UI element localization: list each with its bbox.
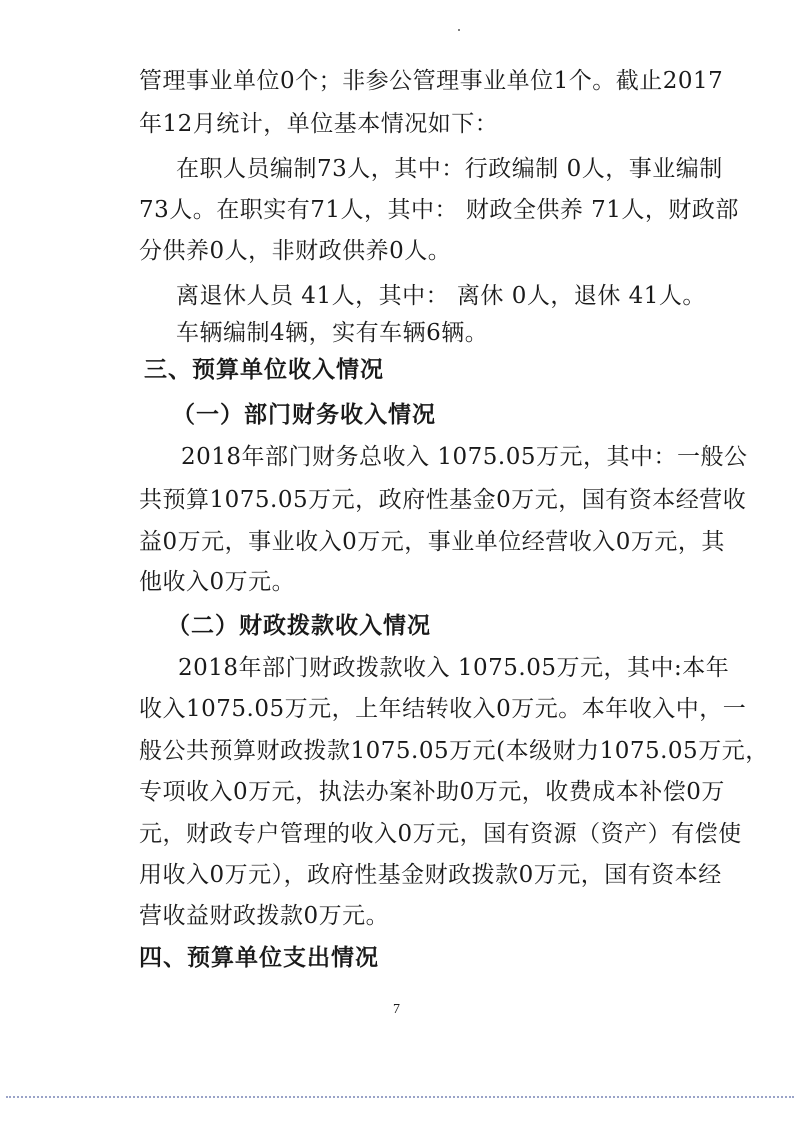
body-line: 分供养0人，非财政供养0人。: [139, 238, 452, 264]
subsection-heading-appropriation-income: （二）财政拨款收入情况: [167, 613, 431, 639]
body-line: 年12月统计，单位基本情况如下：: [139, 111, 499, 137]
body-line: 益0万元，事业收入0万元，事业单位经营收入0万元，其: [139, 529, 725, 555]
body-line: 73人。在职实有71人，其中： 财政全供养 71人，财政部: [139, 197, 739, 223]
body-line: 2018年部门财务总收入 1075.05万元，其中：一般公: [181, 444, 748, 470]
body-line: 离退休人员 41人，其中： 离休 0人，退休 41人。: [176, 283, 706, 309]
body-line: 共预算1075.05万元，政府性基金0万元，国有资本经营收: [139, 487, 747, 513]
body-line: 2018年部门财政拨款收入 1075.05万元，其中:本年: [178, 655, 730, 681]
body-line: 他收入0万元。: [139, 569, 296, 595]
body-line: 车辆编制4辆，实有车辆6辆。: [176, 320, 489, 346]
body-line: 般公共预算财政拨款1075.05万元(本级财力1075.05万元，: [139, 738, 769, 764]
body-line: 元，财政专户管理的收入0万元，国有资源（资产）有偿使: [139, 821, 742, 847]
scan-speck: [458, 29, 460, 31]
body-line: 营收益财政拨款0万元。: [139, 903, 390, 929]
page-number: 7: [393, 1002, 400, 1017]
body-line: 收入1075.05万元，上年结转收入0万元。本年收入中，一: [139, 696, 747, 722]
section-heading-income: 三、预算单位收入情况: [144, 357, 384, 383]
body-line: 管理事业单位0个；非参公管理事业单位1个。截止2017: [139, 68, 724, 94]
scan-border-line: [6, 1096, 794, 1098]
body-line: 在职人员编制73人，其中：行政编制 0人，事业编制: [176, 156, 723, 182]
section-heading-expenditure: 四、预算单位支出情况: [139, 945, 379, 971]
subsection-heading-financial-income: （一）部门财务收入情况: [172, 402, 436, 428]
body-line: 用收入0万元），政府性基金财政拨款0万元，国有资本经: [139, 862, 722, 888]
body-line: 专项收入0万元，执法办案补助0万元，收费成本补偿0万: [139, 779, 725, 805]
